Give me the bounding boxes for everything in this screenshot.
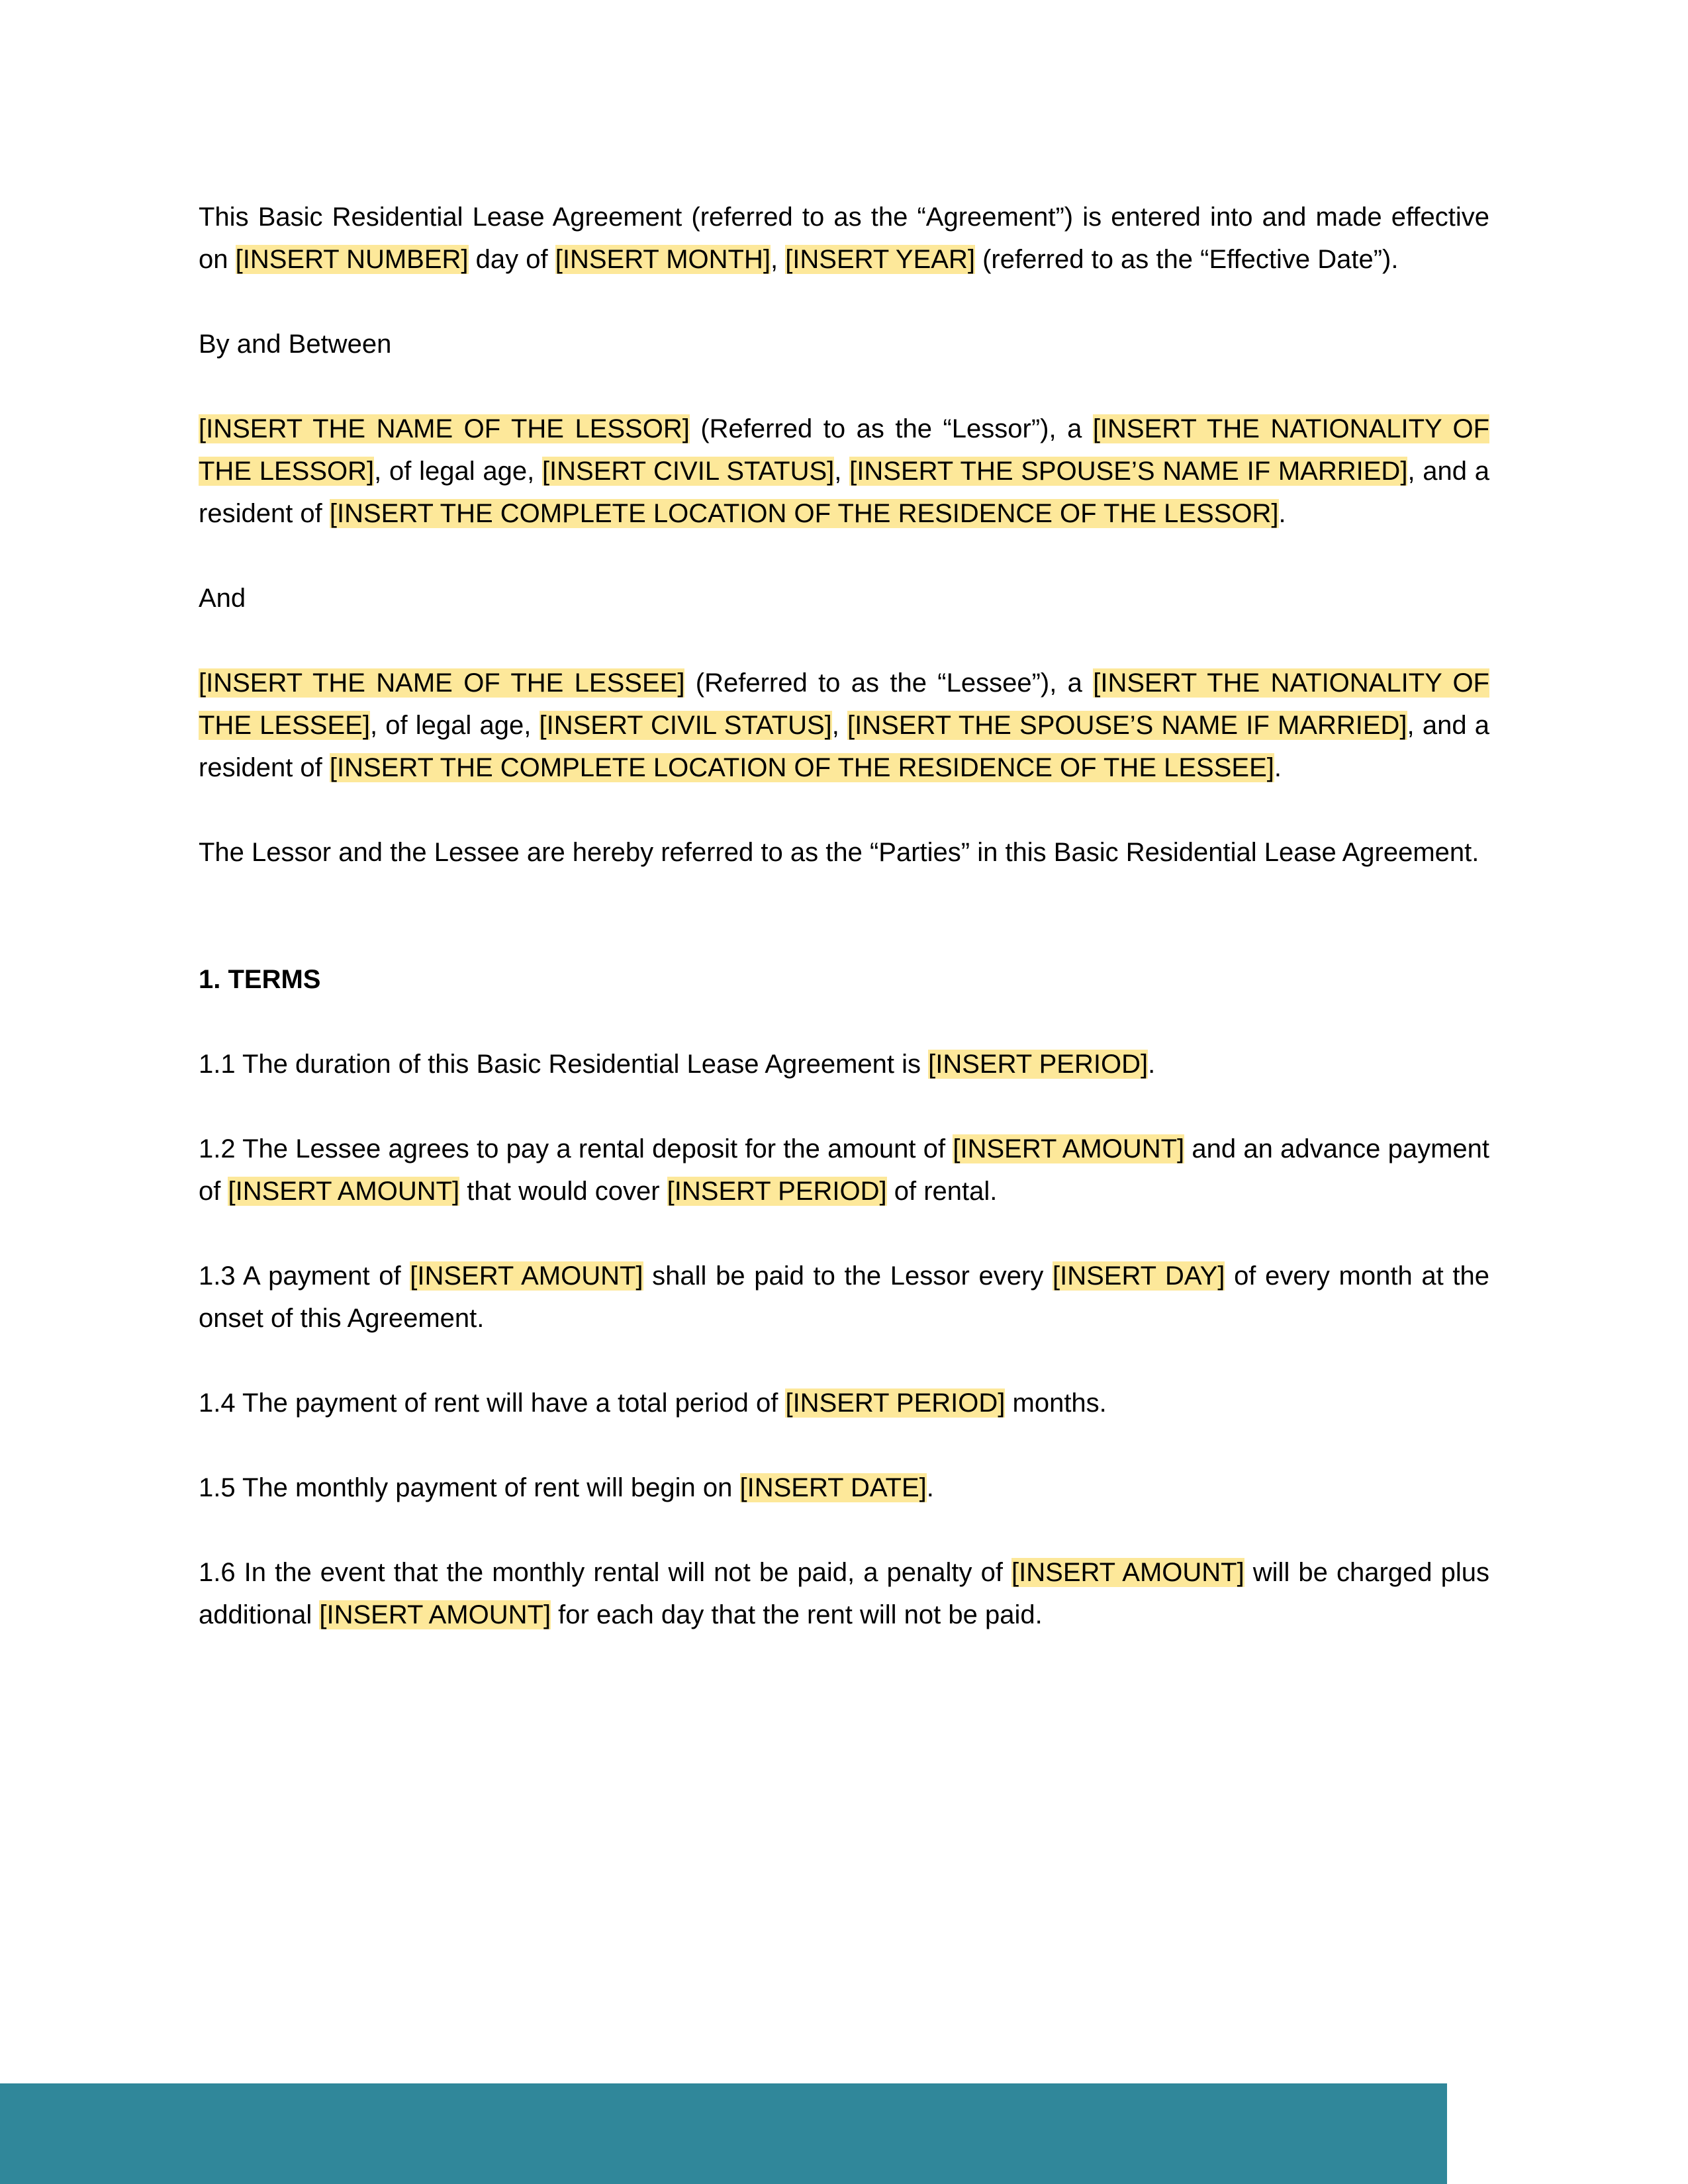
placeholder-number: [INSERT NUMBER] bbox=[235, 245, 469, 274]
document-body bbox=[199, 196, 1489, 1678]
clause-1-4 bbox=[199, 1382, 1489, 1424]
clause-text: 1.2 The Lessee agrees to pay a rental deposit for the amount of bbox=[199, 1134, 953, 1163]
placeholder-amount: [INSERT AMOUNT] bbox=[1011, 1558, 1244, 1587]
lessee-paragraph bbox=[199, 662, 1489, 789]
lessor-paragraph bbox=[199, 408, 1489, 535]
and-separator: And bbox=[199, 584, 246, 613]
clause-text: shall be paid to the Lessor every bbox=[643, 1261, 1053, 1291]
clause-text: that would cover bbox=[459, 1177, 667, 1206]
clause-1-6 bbox=[199, 1551, 1489, 1636]
clause-text: of every month at the onset of this Agreement. bbox=[199, 1261, 1490, 1333]
placeholder-lessor-name: [INSERT THE NAME OF THE LESSOR] bbox=[199, 414, 690, 443]
placeholder-lessor-nationality: [INSERT THE NATIONALITY OF THE LESSOR] bbox=[199, 414, 1490, 486]
by-and-between: By and Between bbox=[199, 330, 392, 359]
placeholder-lessor-civil-status: [INSERT CIVIL STATUS] bbox=[541, 457, 835, 486]
placeholder-period: [INSERT PERIOD] bbox=[928, 1050, 1149, 1079]
intro-paragraph bbox=[199, 196, 1489, 281]
clause-1-2 bbox=[199, 1128, 1489, 1212]
clause-text: 1.5 The monthly payment of rent will begin on bbox=[199, 1473, 740, 1502]
clause-text: will be charged plus additional bbox=[199, 1558, 1489, 1629]
placeholder-year: [INSERT YEAR] bbox=[785, 245, 975, 274]
placeholder-lessee-nationality: [INSERT THE NATIONALITY OF THE LESSEE] bbox=[199, 668, 1489, 740]
lessor-text: . bbox=[1278, 499, 1286, 528]
placeholder-amount: [INSERT AMOUNT] bbox=[953, 1134, 1185, 1163]
clause-1-1 bbox=[199, 1043, 1489, 1085]
intro-text: This Basic Residential Lease Agreement (referred to as the “Agreement”) is entered into and made effective on bbox=[199, 203, 1489, 274]
placeholder-lessee-spouse: [INSERT THE SPOUSE’S NAME IF MARRIED] bbox=[847, 711, 1407, 740]
lessor-text: (Referred to as the “Lessor”), a bbox=[689, 414, 1093, 443]
clause-text: months. bbox=[1005, 1388, 1107, 1418]
placeholder-amount: [INSERT AMOUNT] bbox=[319, 1600, 551, 1629]
lessee-text: . bbox=[1274, 753, 1282, 782]
placeholder-lessee-name: [INSERT THE NAME OF THE LESSEE] bbox=[199, 668, 685, 698]
intro-text: (referred to as the “Effective Date”). bbox=[974, 245, 1399, 274]
placeholder-lessor-residence: [INSERT THE COMPLETE LOCATION OF THE RESIDENCE OF THE LESSOR] bbox=[329, 499, 1279, 528]
clause-text: and an advance payment of bbox=[199, 1134, 1489, 1206]
footer-bar bbox=[0, 2083, 1447, 2184]
placeholder-day: [INSERT DAY] bbox=[1053, 1261, 1225, 1291]
lessee-text: , of legal age, bbox=[369, 711, 539, 740]
placeholder-amount: [INSERT AMOUNT] bbox=[228, 1177, 460, 1206]
clause-1-3 bbox=[199, 1255, 1489, 1340]
placeholder-lessor-spouse: [INSERT THE SPOUSE’S NAME IF MARRIED] bbox=[849, 457, 1408, 486]
clause-text: 1.4 The payment of rent will have a total period of bbox=[199, 1388, 786, 1418]
clause-1-5 bbox=[199, 1467, 1489, 1509]
placeholder-period: [INSERT PERIOD] bbox=[667, 1177, 887, 1206]
clause-text: 1.6 In the event that the monthly rental will not be paid, a penalty of bbox=[199, 1558, 1012, 1587]
lessor-text: , of legal age, bbox=[374, 457, 542, 486]
placeholder-period: [INSERT PERIOD] bbox=[785, 1388, 1006, 1418]
clause-text: . bbox=[926, 1473, 934, 1502]
clause-text: for each day that the rent will not be paid. bbox=[551, 1600, 1043, 1629]
lessee-text: (Referred to as the “Lessee”), a bbox=[684, 668, 1094, 698]
placeholder-lessee-civil-status: [INSERT CIVIL STATUS] bbox=[539, 711, 832, 740]
intro-text: day of bbox=[468, 245, 555, 274]
placeholder-lessee-residence: [INSERT THE COMPLETE LOCATION OF THE RESIDENCE OF THE LESSEE] bbox=[329, 753, 1274, 782]
clause-text: . bbox=[1148, 1050, 1156, 1079]
lessor-text: , and a resident of bbox=[199, 457, 1490, 528]
clause-text: 1.1 The duration of this Basic Residential Lease Agreement is bbox=[199, 1050, 929, 1079]
lessor-text: , bbox=[834, 457, 850, 486]
lessee-text: , bbox=[831, 711, 848, 740]
placeholder-date: [INSERT DATE] bbox=[739, 1473, 927, 1502]
clause-text: of rental. bbox=[886, 1177, 998, 1206]
parties-paragraph: The Lessor and the Lessee are hereby referred to as the “Parties” in this Basic Residential Lease Agreement. bbox=[199, 838, 1479, 867]
clause-text: 1.3 A payment of bbox=[199, 1261, 410, 1291]
section-heading-terms: 1. TERMS bbox=[199, 965, 321, 994]
placeholder-amount: [INSERT AMOUNT] bbox=[410, 1261, 643, 1291]
intro-text: , bbox=[770, 245, 786, 274]
lessee-text: , and a resident of bbox=[199, 711, 1490, 782]
placeholder-month: [INSERT MONTH] bbox=[555, 245, 771, 274]
